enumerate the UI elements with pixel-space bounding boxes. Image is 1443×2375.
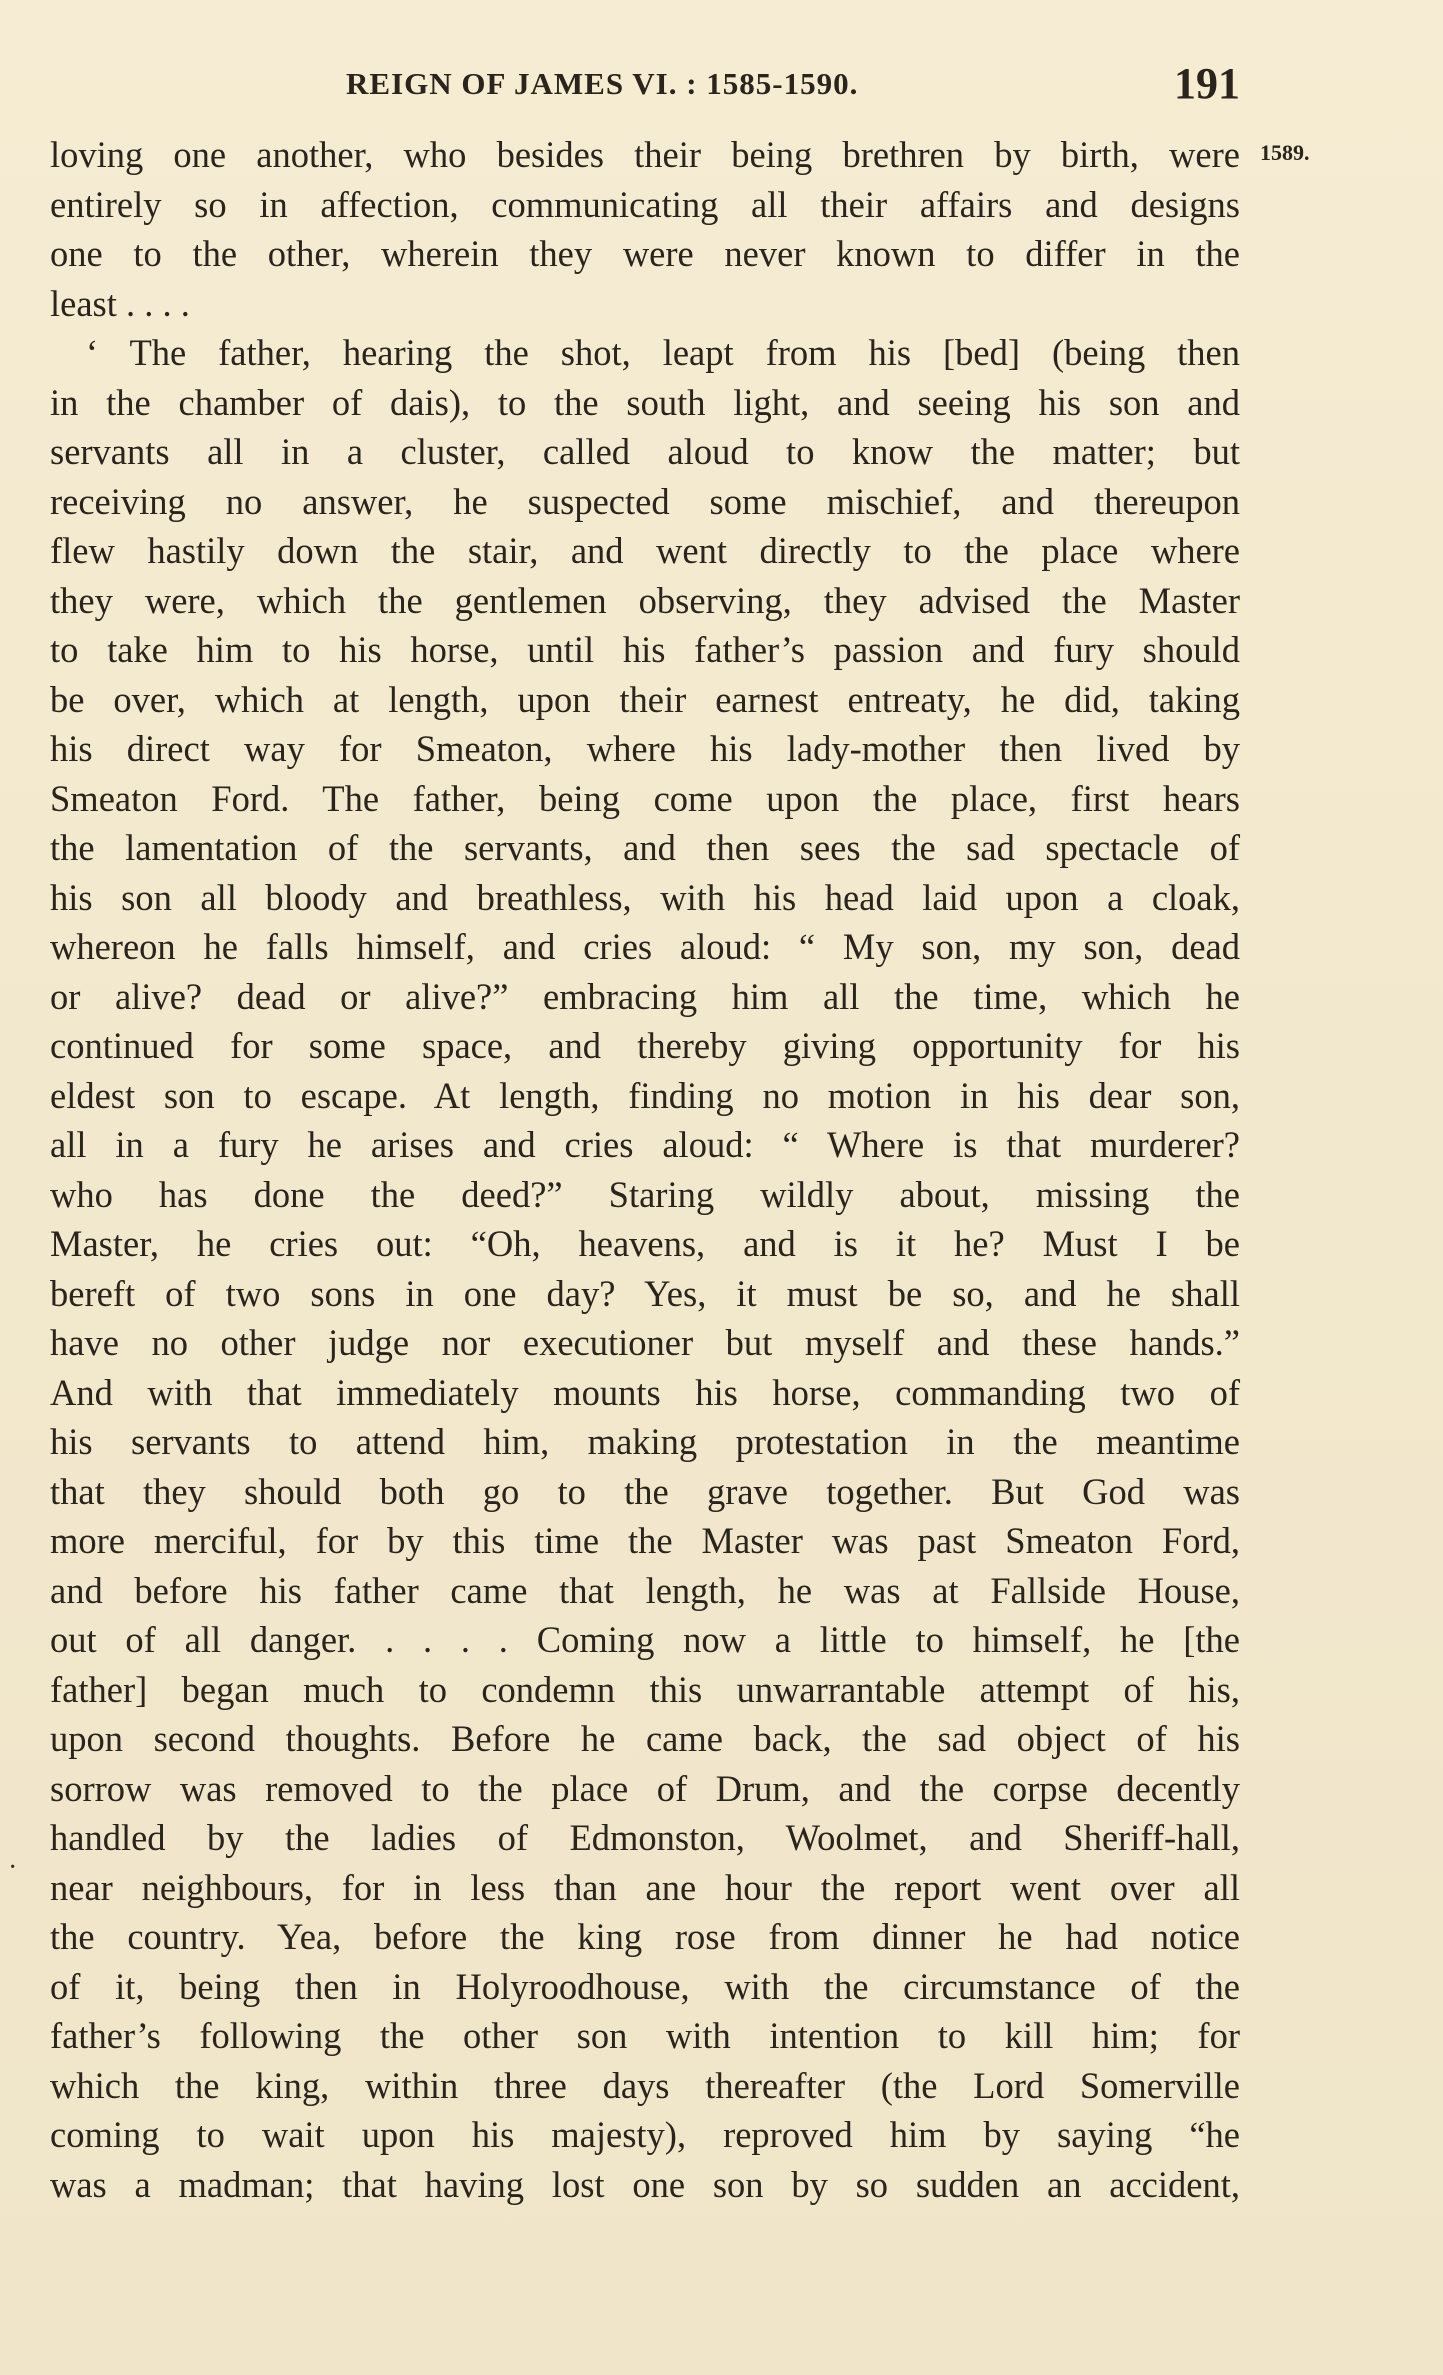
text-line: Smeaton Ford. The father, being come upon the place, first hears (50, 777, 1240, 819)
text-line: bereft of two sons in one day? Yes, it must be so, and he shall (50, 1272, 1240, 1314)
text-line: all in a fury he arises and cries aloud: “ Where is that murderer? (50, 1124, 1240, 1165)
text-line: his servants to attend him, making protestation in the meantime (50, 1421, 1240, 1462)
text-line: upon second thoughts. Before he came back, the sad object of his (50, 1718, 1240, 1759)
text-line: eldest son to escape. At length, finding no motion in his dear son, (50, 1074, 1240, 1116)
running-head (50, 58, 1240, 108)
text-line: more merciful, for by this time the Master was past Smeaton Ford, (50, 1520, 1240, 1561)
margin-year-note: 1589. (1260, 140, 1310, 165)
text-line: sorrow was removed to the place of Drum, and the corpse decently (50, 1767, 1240, 1809)
text-line: the country. Yea, before the king rose from dinner he had notice (50, 1916, 1240, 1957)
text-line: in the chamber of dais), to the south light, and seeing his son and (50, 381, 1240, 423)
text-line: have no other judge nor executioner but myself and these hands.” (50, 1322, 1240, 1363)
text-line: father] began much to condemn this unwarrantable attempt of his, (50, 1668, 1240, 1710)
text-line: which the king, within three days thereafter (the Lord Somerville (50, 2064, 1240, 2106)
text-line: his son all bloody and breathless, with his head laid upon a cloak, (50, 876, 1240, 918)
text-line: who has done the deed?” Staring wildly about, missing the (50, 1173, 1240, 1215)
text-line: handled by the ladies of Edmonston, Woolmet, and Sheriff-hall, (50, 1817, 1240, 1858)
text-line: the lamentation of the servants, and then sees the sad spectacle of (50, 827, 1240, 868)
text-line: of it, being then in Holyroodhouse, with the circumstance of the (50, 1965, 1240, 2007)
text-line: coming to wait upon his majesty), reproved him by saying “he (50, 2114, 1240, 2155)
text-line: continued for some space, and thereby giving opportunity for his (50, 1025, 1240, 1066)
text-line: that they should both go to the grave together. But God was (50, 1470, 1240, 1512)
text-line: entirely so in affection, communicating all their affairs and designs (50, 183, 1240, 225)
text-line: father’s following the other son with intention to kill him; for (50, 2015, 1240, 2056)
margin-speck: · (8, 1852, 18, 1883)
text-line: servants all in a cluster, called aloud to know the matter; but (50, 431, 1240, 472)
text-line: receiving no answer, he suspected some mischief, and thereupon (50, 480, 1240, 522)
text-line: Master, he cries out: “Oh, heavens, and is it he? Must I be (50, 1223, 1240, 1264)
text-line: near neighbours, for in less than ane hour the report went over all (50, 1866, 1240, 1908)
text-line: one to the other, wherein they were never known to differ in the (50, 233, 1240, 274)
text-line: And with that immediately mounts his horse, commanding two of (50, 1371, 1240, 1413)
body-text (50, 130, 1240, 2209)
page-number: 191 (1174, 59, 1240, 108)
text-line: and before his father came that length, he was at Fallside House, (50, 1569, 1240, 1611)
text-line: whereon he falls himself, and cries aloud: “ My son, my son, dead (50, 926, 1240, 967)
text-line: they were, which the gentlemen observing, they advised the Master (50, 579, 1240, 621)
text-line: least . . . . (50, 282, 190, 324)
text-line: ‘ The father, hearing the shot, leapt from his [bed] (being then (86, 332, 1240, 373)
text-line: was a madman; that having lost one son by so sudden an accident, (50, 2163, 1240, 2205)
text-line: his direct way for Smeaton, where his lady-mother then lived by (50, 728, 1240, 769)
text-line: be over, which at length, upon their earnest entreaty, he did, taking (50, 678, 1240, 720)
text-line: or alive? dead or alive?” embracing him all the time, which he (50, 975, 1240, 1017)
text-line: loving one another, who besides their being brethren by birth, were (50, 134, 1240, 175)
text-line: to take him to his horse, until his father’s passion and fury should (50, 629, 1240, 670)
text-line: flew hastily down the stair, and went directly to the place where (50, 530, 1240, 571)
text-line: out of all danger. . . . . Coming now a little to himself, he [the (50, 1619, 1240, 1660)
running-title: REIGN OF JAMES VI. : 1585-1590. (346, 66, 859, 101)
